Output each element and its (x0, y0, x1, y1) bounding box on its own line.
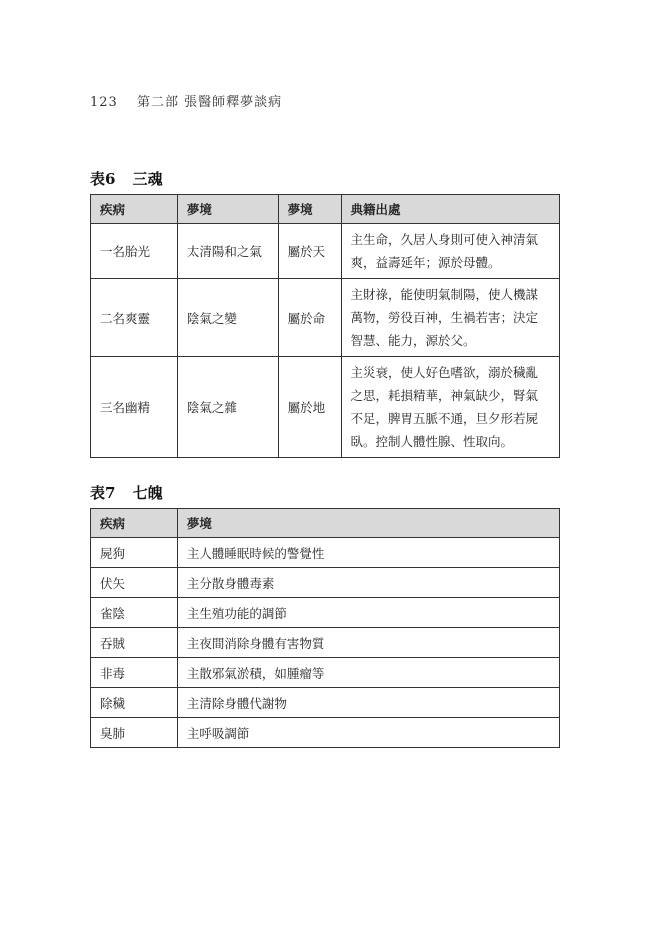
table-cell: 除穢 (91, 688, 178, 718)
column-header: 夢境 (177, 195, 278, 224)
table-cell: 太清陽和之氣 (177, 224, 278, 279)
table-row (91, 718, 560, 748)
page-number: 123 (90, 95, 118, 110)
table-cell: 主人體睡眠時候的警覺性 (177, 538, 559, 568)
chapter-title: 第二部 張醫師釋夢談病 (136, 95, 283, 110)
table-cell: 三名幽精 (91, 357, 178, 458)
table-row (91, 628, 560, 658)
table6-title: 三魂 (132, 170, 163, 188)
table-cell: 屬於命 (278, 279, 341, 357)
table-cell: 主生命，久居人身則可使入神清氣爽，益壽延年；源於母體。 (341, 224, 560, 279)
table-cell: 陰氣之雜 (177, 357, 278, 458)
table-header-row (91, 509, 560, 538)
table-row (91, 357, 560, 458)
table-cell: 主生殖功能的調節 (177, 598, 559, 628)
table7-number: 表7 (90, 484, 116, 502)
table-row (91, 688, 560, 718)
table-cell: 主分散身體毒素 (177, 568, 559, 598)
table7-title: 七魄 (132, 484, 163, 502)
column-header: 典籍出處 (341, 195, 560, 224)
three-hun-table (90, 194, 560, 458)
table-cell: 臭肺 (91, 718, 178, 748)
table-cell: 主清除身體代謝物 (177, 688, 559, 718)
table-cell: 主災衰，使人好色嗜欲，溺於穢亂之思，耗損精華，神氣缺少，腎氣不足，脾胃五脈不通，旦夕形若屍臥。控制人體性腺、性取向。 (341, 357, 560, 458)
table-cell: 非毒 (91, 658, 178, 688)
table-row (91, 658, 560, 688)
table-row (91, 568, 560, 598)
table-cell: 一名胎光 (91, 224, 178, 279)
table7-caption (90, 482, 163, 503)
table-cell: 伏矢 (91, 568, 178, 598)
running-header (90, 91, 282, 110)
table-cell: 屍狗 (91, 538, 178, 568)
table-row (91, 598, 560, 628)
column-header: 夢境 (177, 509, 559, 538)
table-header-row (91, 195, 560, 224)
table-cell: 屬於天 (278, 224, 341, 279)
column-header: 疾病 (91, 195, 178, 224)
table-row (91, 538, 560, 568)
table-cell: 屬於地 (278, 357, 341, 458)
column-header: 夢境 (278, 195, 341, 224)
table-cell: 主散邪氣淤積，如腫瘤等 (177, 658, 559, 688)
column-header: 疾病 (91, 509, 178, 538)
seven-po-table (90, 508, 560, 748)
table6-caption (90, 168, 163, 189)
table6-number: 表6 (90, 170, 116, 188)
table-cell: 吞賊 (91, 628, 178, 658)
table-cell: 主夜間消除身體有害物質 (177, 628, 559, 658)
table-row (91, 224, 560, 279)
table-cell: 陰氣之變 (177, 279, 278, 357)
table-row (91, 279, 560, 357)
table-cell: 雀陰 (91, 598, 178, 628)
table-cell: 二名爽靈 (91, 279, 178, 357)
table-cell: 主財祿，能使明氣制陽，使人機謀萬物，勞役百神，生禍若害；決定智慧、能力，源於父。 (341, 279, 560, 357)
table-cell: 主呼吸調節 (177, 718, 559, 748)
